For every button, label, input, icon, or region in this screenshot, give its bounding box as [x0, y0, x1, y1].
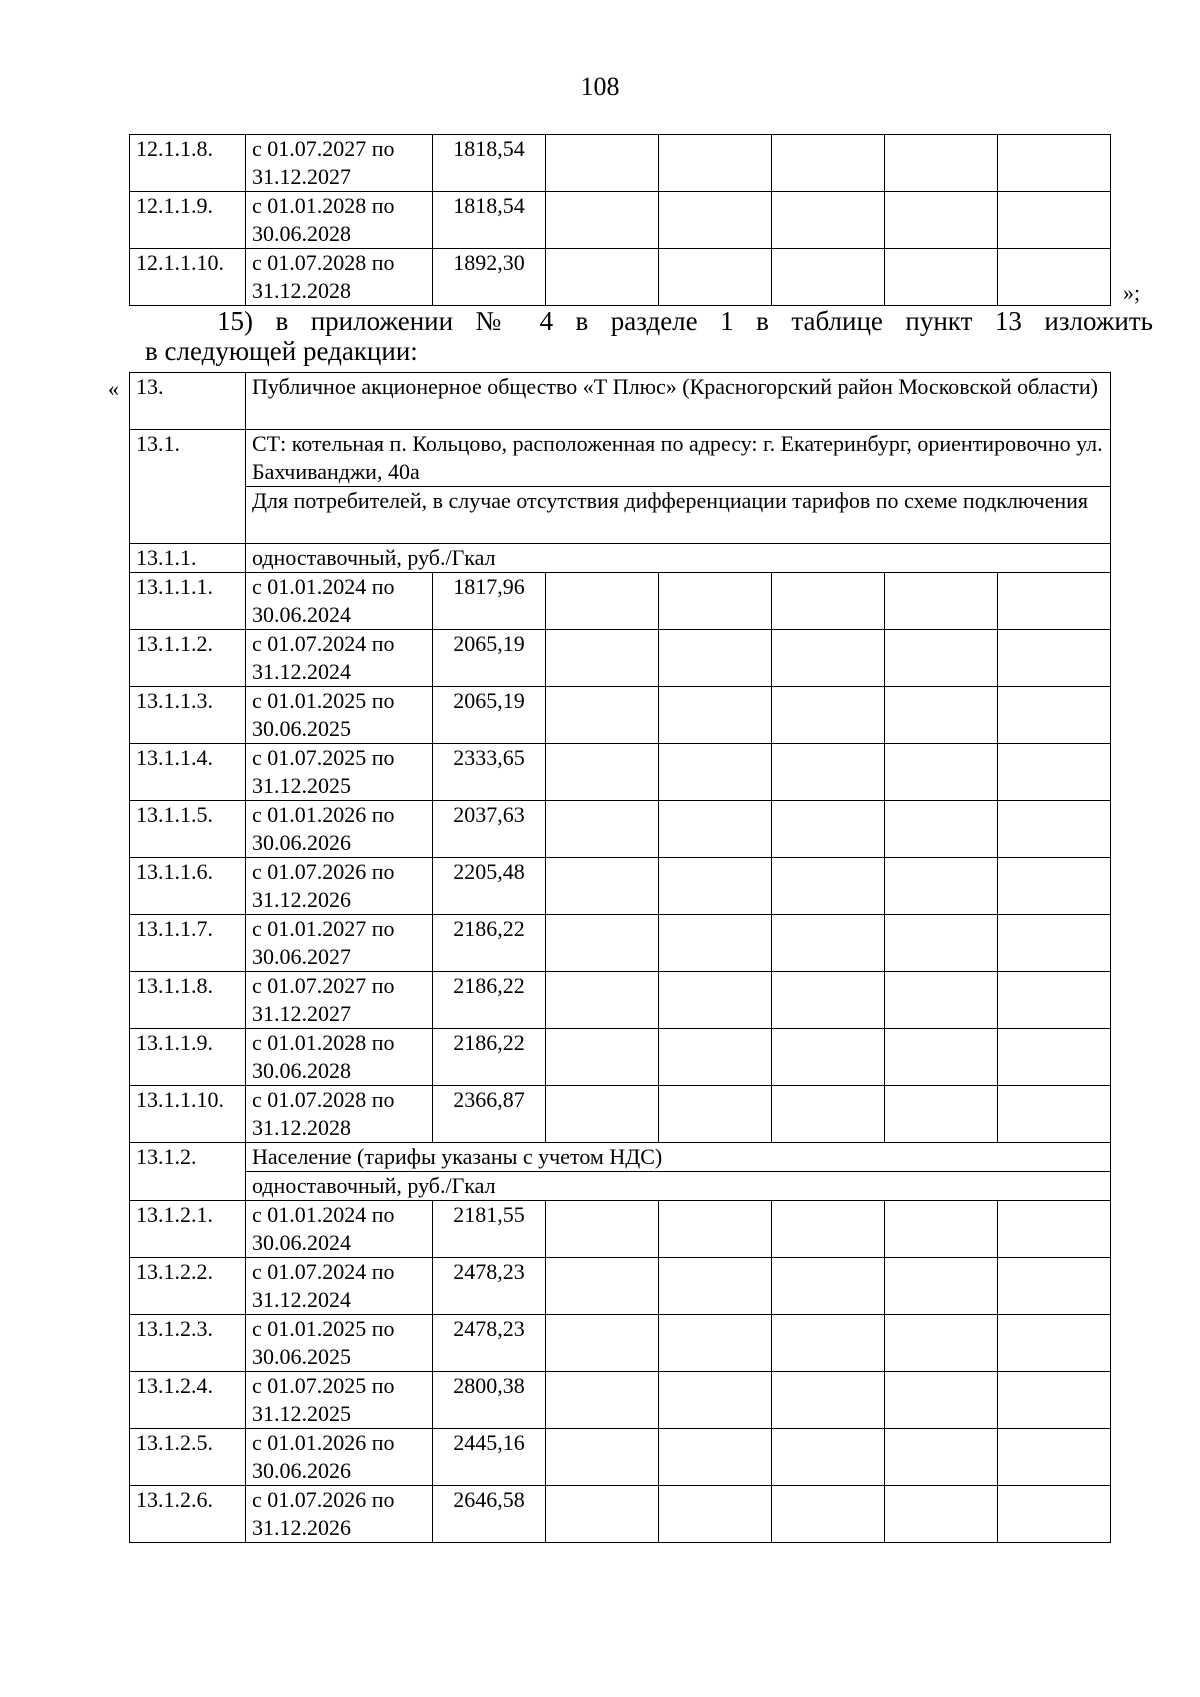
group2-row: [130, 1143, 1111, 1172]
row-value: 2186,22: [433, 1029, 546, 1086]
row-num: 13.1.2.1.: [130, 1201, 246, 1258]
empty-cell: [998, 1086, 1111, 1143]
empty-cell: [885, 744, 998, 801]
table-row: [130, 1372, 1111, 1429]
empty-cell: [772, 915, 885, 972]
consumers-row: [130, 487, 1111, 544]
table-row: [130, 630, 1111, 687]
group2-label: Население (тарифы указаны с учетом НДС): [246, 1143, 1111, 1172]
empty-cell: [659, 1429, 772, 1486]
row-period: с 01.07.2028 по 31.12.2028: [246, 249, 433, 306]
group2-sublabel: одноставочный, руб./Гкал: [246, 1172, 1111, 1201]
empty-cell: [772, 972, 885, 1029]
group2-sub-row: [130, 1172, 1111, 1201]
row-num: 13.1.1.1.: [130, 573, 246, 630]
group2-num: 13.1.2.: [130, 1143, 246, 1201]
group1-row: [130, 544, 1111, 573]
table-row: [130, 1486, 1111, 1543]
empty-cell: [546, 1372, 659, 1429]
row-num: 13.1.1.10.: [130, 1086, 246, 1143]
row-period: с 01.07.2024 по 31.12.2024: [246, 1258, 433, 1315]
empty-cell: [659, 687, 772, 744]
row-num: 13.1.2.6.: [130, 1486, 246, 1543]
empty-cell: [772, 744, 885, 801]
row-value: 2800,38: [433, 1372, 546, 1429]
empty-cell: [998, 1201, 1111, 1258]
row-num: 13.1.2.3.: [130, 1315, 246, 1372]
group1-num: 13.1.1.: [130, 544, 246, 573]
row-num: 13.1.1.3.: [130, 687, 246, 744]
empty-cell: [546, 915, 659, 972]
row-period: с 01.07.2027 по 31.12.2027: [246, 972, 433, 1029]
empty-cell: [546, 135, 659, 192]
empty-cell: [659, 744, 772, 801]
row-value: 1818,54: [433, 192, 546, 249]
empty-cell: [546, 249, 659, 306]
row-num: 13.1.2.4.: [130, 1372, 246, 1429]
row-num: 13.1.2.2.: [130, 1258, 246, 1315]
table-row: [130, 858, 1111, 915]
empty-cell: [546, 801, 659, 858]
empty-cell: [659, 192, 772, 249]
table-row: [130, 249, 1111, 306]
row-period: с 01.07.2028 по 31.12.2028: [246, 1086, 433, 1143]
row-value: 2065,19: [433, 687, 546, 744]
empty-cell: [546, 687, 659, 744]
row-period: с 01.07.2025 по 31.12.2025: [246, 744, 433, 801]
empty-cell: [885, 1429, 998, 1486]
empty-cell: [546, 1429, 659, 1486]
empty-cell: [885, 249, 998, 306]
empty-cell: [659, 1486, 772, 1543]
empty-cell: [659, 249, 772, 306]
table-row: [130, 1429, 1111, 1486]
row-value: 1818,54: [433, 135, 546, 192]
empty-cell: [885, 1086, 998, 1143]
row-num: 13.1.1.4.: [130, 744, 246, 801]
empty-cell: [998, 915, 1111, 972]
row-period: с 01.01.2025 по 30.06.2025: [246, 1315, 433, 1372]
empty-cell: [998, 972, 1111, 1029]
row-period: с 01.07.2026 по 31.12.2026: [246, 1486, 433, 1543]
amendment-line-2: в следующей редакции:: [145, 336, 418, 366]
empty-cell: [998, 1258, 1111, 1315]
row-num: 13.1.1.9.: [130, 1029, 246, 1086]
empty-cell: [998, 573, 1111, 630]
table-row: [130, 192, 1111, 249]
empty-cell: [772, 1201, 885, 1258]
table-row: [130, 135, 1111, 192]
row-value: 1817,96: [433, 573, 546, 630]
empty-cell: [772, 630, 885, 687]
row-period: с 01.01.2024 по 30.06.2024: [246, 1201, 433, 1258]
empty-cell: [772, 1258, 885, 1315]
empty-cell: [546, 1029, 659, 1086]
row-num: 12.1.1.9.: [130, 192, 246, 249]
page-number: 108: [580, 72, 620, 101]
empty-cell: [885, 192, 998, 249]
empty-cell: [659, 135, 772, 192]
empty-cell: [998, 630, 1111, 687]
empty-cell: [659, 573, 772, 630]
empty-cell: [772, 135, 885, 192]
empty-cell: [998, 1372, 1111, 1429]
empty-cell: [998, 192, 1111, 249]
empty-cell: [998, 1429, 1111, 1486]
amendment-line-1: 15) в приложении № 4 в разделе 1 в таблице пункт 13 изложить: [217, 306, 1153, 336]
row-value: 2445,16: [433, 1429, 546, 1486]
row-num: 12.1.1.10.: [130, 249, 246, 306]
empty-cell: [659, 1315, 772, 1372]
empty-cell: [885, 687, 998, 744]
empty-cell: [546, 858, 659, 915]
empty-cell: [772, 1029, 885, 1086]
empty-cell: [659, 630, 772, 687]
table-row: [130, 1201, 1111, 1258]
row-value: 2646,58: [433, 1486, 546, 1543]
row-period: с 01.07.2026 по 31.12.2026: [246, 858, 433, 915]
table-row: [130, 915, 1111, 972]
empty-cell: [998, 1486, 1111, 1543]
empty-cell: [772, 192, 885, 249]
empty-cell: [659, 858, 772, 915]
row-num: 13.1.1.2.: [130, 630, 246, 687]
empty-cell: [659, 1086, 772, 1143]
source-name: СТ: котельная п. Кольцово, расположенная по адресу: г. Екатеринбург, ориентировочно ул. Бахчиванджи, 40а: [246, 430, 1111, 487]
row-value: 2181,55: [433, 1201, 546, 1258]
empty-cell: [885, 915, 998, 972]
empty-cell: [772, 687, 885, 744]
empty-cell: [546, 1486, 659, 1543]
empty-cell: [885, 135, 998, 192]
tariff-table-continuation: [129, 134, 1111, 306]
empty-cell: [546, 972, 659, 1029]
empty-cell: [885, 1258, 998, 1315]
empty-cell: [998, 1315, 1111, 1372]
empty-cell: [998, 135, 1111, 192]
table-row: [130, 687, 1111, 744]
source-row: [130, 430, 1111, 487]
empty-cell: [546, 1258, 659, 1315]
row-value: 2333,65: [433, 744, 546, 801]
empty-cell: [885, 1486, 998, 1543]
empty-cell: [772, 1315, 885, 1372]
row-period: с 01.01.2025 по 30.06.2025: [246, 687, 433, 744]
amendment-paragraph: [145, 306, 1153, 366]
empty-cell: [998, 801, 1111, 858]
row-value: 2065,19: [433, 630, 546, 687]
empty-cell: [659, 1258, 772, 1315]
row-value: 2366,87: [433, 1086, 546, 1143]
empty-cell: [546, 192, 659, 249]
empty-cell: [885, 1372, 998, 1429]
empty-cell: [885, 1201, 998, 1258]
table-row: [130, 744, 1111, 801]
empty-cell: [885, 630, 998, 687]
row-period: с 01.01.2028 по 30.06.2028: [246, 1029, 433, 1086]
empty-cell: [546, 630, 659, 687]
closing-quote: »;: [1123, 280, 1141, 305]
row-value: 2037,63: [433, 801, 546, 858]
empty-cell: [998, 744, 1111, 801]
empty-cell: [546, 1315, 659, 1372]
empty-cell: [772, 1429, 885, 1486]
source-num: 13.1.: [130, 430, 246, 544]
row-num: 13.1.1.8.: [130, 972, 246, 1029]
empty-cell: [659, 1201, 772, 1258]
row-value: 2478,23: [433, 1258, 546, 1315]
row-value: 1892,30: [433, 249, 546, 306]
empty-cell: [885, 972, 998, 1029]
row-value: 2205,48: [433, 858, 546, 915]
row-value: 2186,22: [433, 915, 546, 972]
row-period: с 01.01.2024 по 30.06.2024: [246, 573, 433, 630]
row-period: с 01.01.2026 по 30.06.2026: [246, 801, 433, 858]
row-period: с 01.01.2026 по 30.06.2026: [246, 1429, 433, 1486]
empty-cell: [885, 801, 998, 858]
table-row: [130, 1086, 1111, 1143]
empty-cell: [885, 858, 998, 915]
empty-cell: [998, 249, 1111, 306]
empty-cell: [772, 573, 885, 630]
empty-cell: [659, 972, 772, 1029]
row-value: 2478,23: [433, 1315, 546, 1372]
row-num: 13.1.2.5.: [130, 1429, 246, 1486]
row-num: 13.1.1.7.: [130, 915, 246, 972]
empty-cell: [659, 1372, 772, 1429]
empty-cell: [885, 1315, 998, 1372]
empty-cell: [772, 1372, 885, 1429]
empty-cell: [546, 1201, 659, 1258]
group1-label: одноставочный, руб./Гкал: [246, 544, 1111, 573]
empty-cell: [659, 801, 772, 858]
empty-cell: [772, 858, 885, 915]
empty-cell: [772, 1486, 885, 1543]
empty-cell: [998, 687, 1111, 744]
row-num: 12.1.1.8.: [130, 135, 246, 192]
table-row: [130, 1258, 1111, 1315]
org-row: [130, 373, 1111, 430]
opening-quote: «: [108, 376, 119, 401]
empty-cell: [546, 573, 659, 630]
org-num: 13.: [130, 373, 246, 430]
org-name: Публичное акционерное общество «Т Плюс» (Красногорский район Московской области): [246, 373, 1111, 430]
empty-cell: [998, 858, 1111, 915]
empty-cell: [885, 1029, 998, 1086]
row-period: с 01.07.2025 по 31.12.2025: [246, 1372, 433, 1429]
row-period: с 01.01.2027 по 30.06.2027: [246, 915, 433, 972]
empty-cell: [885, 573, 998, 630]
row-num: 13.1.1.6.: [130, 858, 246, 915]
table-row: [130, 801, 1111, 858]
empty-cell: [659, 1029, 772, 1086]
row-value: 2186,22: [433, 972, 546, 1029]
table-row: [130, 972, 1111, 1029]
row-num: 13.1.1.5.: [130, 801, 246, 858]
empty-cell: [772, 1086, 885, 1143]
table-row: [130, 1315, 1111, 1372]
empty-cell: [772, 249, 885, 306]
row-period: с 01.01.2028 по 30.06.2028: [246, 192, 433, 249]
row-period: с 01.07.2024 по 31.12.2024: [246, 630, 433, 687]
table-row: [130, 1029, 1111, 1086]
empty-cell: [659, 915, 772, 972]
tariff-table-item-13: [129, 372, 1111, 1543]
empty-cell: [546, 1086, 659, 1143]
empty-cell: [998, 1029, 1111, 1086]
consumers-note: Для потребителей, в случае отсутствия дифференциации тарифов по схеме подключения: [246, 487, 1111, 544]
empty-cell: [546, 744, 659, 801]
table-row: [130, 573, 1111, 630]
empty-cell: [772, 801, 885, 858]
row-period: с 01.07.2027 по 31.12.2027: [246, 135, 433, 192]
